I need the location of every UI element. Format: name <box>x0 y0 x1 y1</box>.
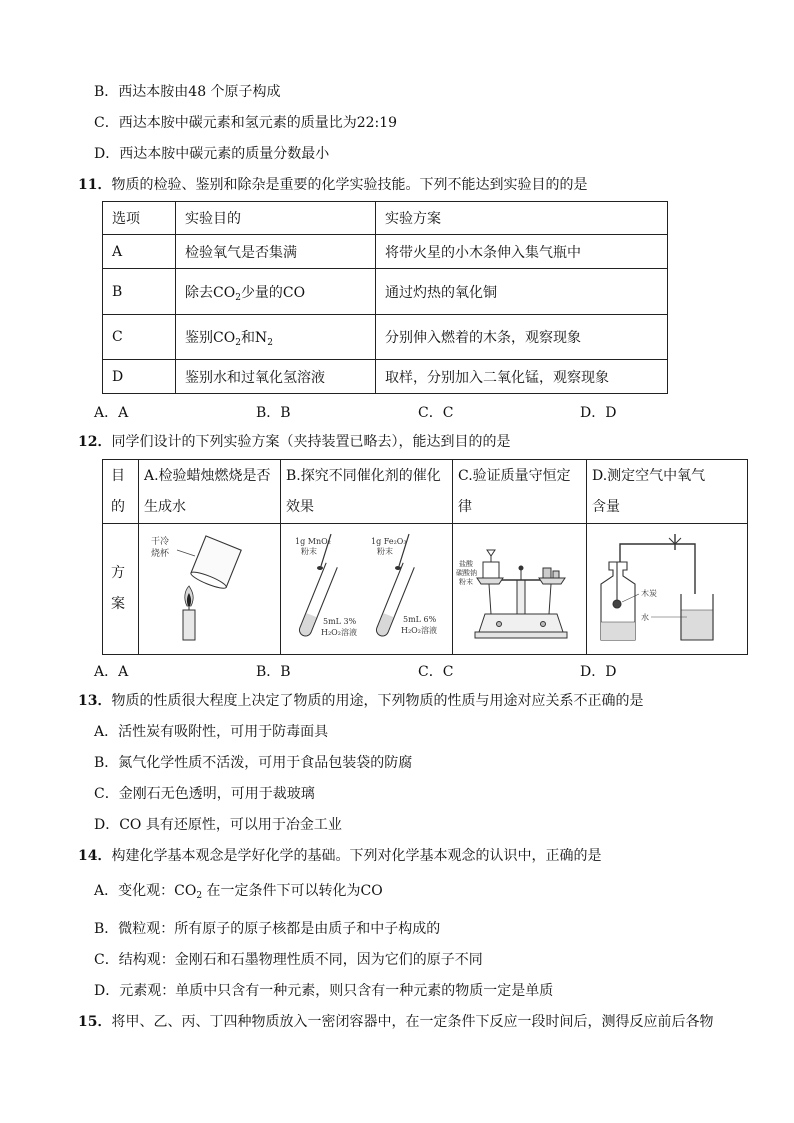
goal-c-line: 律 <box>458 498 472 515</box>
figure-a-cell <box>139 524 281 655</box>
figure-b-cell <box>281 524 453 655</box>
q12-answer-d: D．D <box>580 664 617 680</box>
charcoal-label: 木炭 <box>641 589 657 598</box>
q12-table <box>102 459 748 655</box>
q11-answer-c: C．C <box>418 405 454 421</box>
q14-option-a-text: A．变化观：CO <box>94 883 197 899</box>
figure-a-label-2: 烧杯 <box>151 549 170 559</box>
q14-stem-text: 构建化学基本观念是学好化学的基础。下列对化学基本观念的认识中，正确的是 <box>111 848 602 864</box>
oxygen-apparatus-figure <box>587 524 728 650</box>
figure-c-cell <box>453 524 587 655</box>
goal-c-line: C.验证质量守恒定 <box>458 467 571 484</box>
table-row <box>103 315 668 360</box>
candle-icon <box>183 586 195 640</box>
tube2-powder-label-2: 粉末 <box>377 547 393 556</box>
tube2-solution-label-2: H₂O₂溶液 <box>401 626 437 635</box>
q11-number: 11． <box>78 177 112 193</box>
label-goal <box>103 460 139 524</box>
goal-b-line: 效果 <box>286 498 314 515</box>
table-cell-plan: 通过灼热的氧化铜 <box>376 269 668 315</box>
purpose-text: 和N <box>240 330 268 346</box>
balance-figure <box>453 524 586 650</box>
balance-label-1: 盐酸 <box>459 560 473 568</box>
q13-option-a: A．活性炭有吸附性，可用于防毒面具 <box>94 724 329 740</box>
q15-stem-text: 将甲、乙、丙、丁四种物质放入一密闭容器中，在一定条件下反应一段时间后，测得反应前后各物 <box>111 1014 714 1030</box>
q12-stem <box>78 433 510 451</box>
q11-answer-b: B．B <box>256 405 291 421</box>
q13-number: 13． <box>78 693 112 709</box>
label-plan <box>103 524 139 655</box>
beaker-icon <box>189 536 241 591</box>
subscript: 2 <box>235 292 241 303</box>
table-row <box>103 269 668 315</box>
goal-a <box>139 460 281 524</box>
test-tube-1-icon <box>298 563 338 638</box>
water-label: 水 <box>641 613 649 622</box>
figure-d-cell <box>587 524 748 655</box>
subscript: 2 <box>235 338 241 348</box>
goal-d-line: D.测定空气中氧气 <box>592 467 706 484</box>
q14-number: 14． <box>78 848 112 864</box>
q10-option-c: C．西达本胺中碳元素和氢元素的质量比为22:19 <box>94 115 398 131</box>
q13-stem <box>78 692 643 710</box>
table-header-row <box>103 202 668 235</box>
q14-stem <box>78 847 601 865</box>
q15-stem <box>78 1013 713 1031</box>
goal-a-line: 生成水 <box>144 498 186 515</box>
q14-option-d: D．元素观：单质中只含有一种元素，则只含有一种元素的物质一定是单质 <box>94 983 554 999</box>
goal-d <box>587 460 748 524</box>
figure-a-label-1: 干冷 <box>151 537 170 547</box>
table-cell-plan: 取样，分别加入二氧化锰，观察现象 <box>376 360 668 394</box>
q12-number: 12． <box>78 434 112 450</box>
q11-table <box>102 201 668 394</box>
label-goal-char: 的 <box>111 498 125 515</box>
subscript: 2 <box>196 891 203 901</box>
q14-option-b: B．微粒观：所有原子的原子核都是由质子和中子构成的 <box>94 921 441 937</box>
q12-answer-a: A．A <box>94 664 129 680</box>
label-plan-char: 方 <box>111 565 125 581</box>
table-row <box>103 360 668 394</box>
label-goal-char: 目 <box>111 467 125 484</box>
q12-answer-c: C．C <box>418 664 454 680</box>
table-cell-plan: 将带火星的小木条伸入集气瓶中 <box>376 235 668 269</box>
tube1-solution-label-2: H₂O₂溶液 <box>321 628 357 637</box>
q11-answer-d: D．D <box>580 405 617 421</box>
q10-option-d: D．西达本胺中碳元素的质量分数最小 <box>94 146 330 162</box>
table-cell-purpose <box>176 315 376 360</box>
q13-stem-text: 物质的性质很大程度上决定了物质的用途，下列物质的性质与用途对应关系不正确的是 <box>111 693 644 709</box>
goal-d-line: 含量 <box>592 498 620 515</box>
table-header: 实验目的 <box>176 202 376 235</box>
tube1-powder-label: 1g MnO₂ <box>295 537 331 546</box>
q13-option-d: D．CO 具有还原性，可以用于冶金工业 <box>94 817 342 833</box>
candle-beaker-figure <box>139 524 280 650</box>
q14-option-c: C．结构观：金刚石和石墨物理性质不同，因为它们的原子不同 <box>94 952 483 968</box>
table-header: 实验方案 <box>376 202 668 235</box>
goal-a-line: A.检验蜡烛燃烧是否 <box>144 467 271 484</box>
table-cell-purpose: 检验氧气是否集满 <box>176 235 376 269</box>
table-row <box>103 235 668 269</box>
q13-option-b: B．氮气化学性质不活泼，可用于食品包装袋的防腐 <box>94 755 413 771</box>
table-cell-purpose: 鉴别水和过氧化氢溶液 <box>176 360 376 394</box>
tube2-solution-label: 5mL 6% <box>403 615 437 624</box>
table-cell-plan: 分别伸入燃着的木条，观察现象 <box>376 315 668 360</box>
table-row <box>103 460 748 524</box>
table-row <box>103 524 748 655</box>
table-cell-option: A <box>103 235 176 269</box>
q15-number: 15． <box>78 1014 112 1030</box>
subscript: 2 <box>267 338 273 348</box>
q10-option-b: B．西达本胺由48 个原子构成 <box>94 84 281 100</box>
goal-b <box>281 460 453 524</box>
q11-answer-a: A．A <box>94 405 129 421</box>
tube2-powder-label: 1g Fe₂O₃ <box>371 537 407 546</box>
table-cell-option: C <box>103 315 176 360</box>
label-plan-char: 案 <box>111 596 125 612</box>
balance-label-3: 粉末 <box>459 578 473 586</box>
goal-c <box>453 460 587 524</box>
balance-label-2: 碳酸钠 <box>456 569 477 577</box>
q14-option-a <box>94 882 383 900</box>
q12-stem-text: 同学们设计的下列实验方案（夹持装置已略去），能达到目的的是 <box>111 434 511 450</box>
purpose-text: 鉴别CO <box>185 330 236 346</box>
balance-icon <box>475 550 567 638</box>
q12-answer-b: B．B <box>256 664 291 680</box>
purpose-text: 除去CO <box>185 284 236 301</box>
goal-b-line: B.探究不同催化剂的催化 <box>286 467 441 484</box>
table-cell-purpose <box>176 269 376 315</box>
tube1-powder-label-2: 粉末 <box>301 547 317 556</box>
q11-stem <box>78 176 587 194</box>
table-cell-option: D <box>103 360 176 394</box>
table-cell-option: B <box>103 269 176 315</box>
q13-option-c: C．金刚石无色透明，可用于裁玻璃 <box>94 786 315 802</box>
purpose-text: 少量的CO <box>240 284 306 301</box>
tube1-solution-label: 5mL 3% <box>323 617 357 626</box>
q11-stem-text: 物质的检验、鉴别和除杂是重要的化学实验技能。下列不能达到实验目的的是 <box>111 177 588 193</box>
q14-option-a-text: 在一定条件下可以转化为CO <box>202 883 383 899</box>
table-header: 选项 <box>103 202 176 235</box>
test-tubes-figure <box>281 524 452 650</box>
gas-bottle-icon <box>601 534 713 640</box>
